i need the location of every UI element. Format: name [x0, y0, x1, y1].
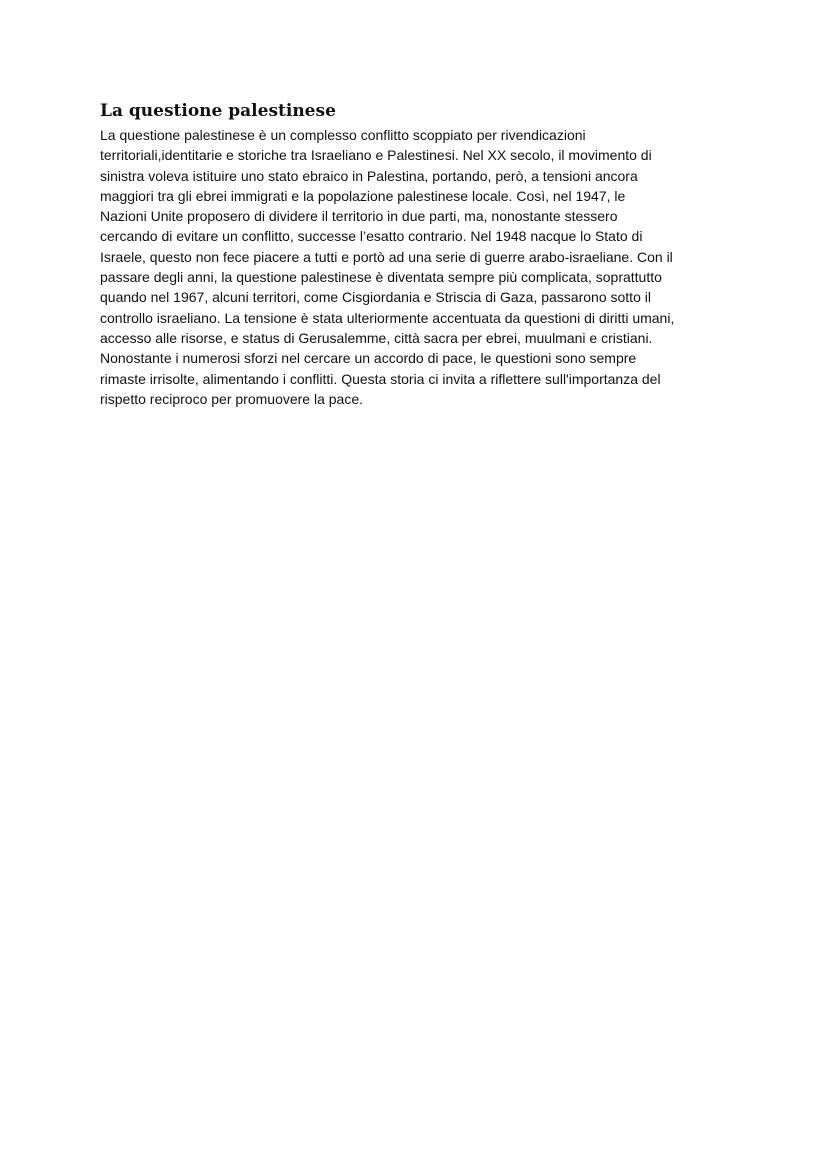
- body-line: rimaste irrisolte, alimentando i conflitti. Questa storia ci invita a riflettere sull'importanza del: [100, 370, 661, 387]
- body-line: maggiori tra gli ebrei immigrati e la popolazione palestinese locale. Così, nel 1947, le: [100, 187, 626, 204]
- body-line: accesso alle risorse, e status di Gerusalemme, città sacra per ebrei, muulmani e cristiani.: [100, 329, 653, 346]
- body-line: Israele, questo non fece piacere a tutti e portò ad una serie di guerre arabo-israeliane. Con il: [100, 248, 673, 265]
- body-line: passare degli anni, la questione palestinese è diventata sempre più complicata, soprattutto: [100, 269, 662, 286]
- body-line: quando nel 1967, alcuni territori, come Cisgiordania e Striscia di Gaza, passarono sotto il: [100, 289, 651, 306]
- document-title: La questione palestinese: [100, 101, 336, 121]
- body-line: territoriali,identitarie e storiche tra Israeliano e Palestinesi. Nel XX secolo, il movimento di: [100, 147, 652, 164]
- body-line: cercando di evitare un conflitto, successe l’esatto contrario. Nel 1948 nacque lo Stato di: [100, 228, 643, 245]
- body-line: La questione palestinese è un complesso conflitto scoppiato per rivendicazioni: [100, 127, 586, 143]
- body-line: Nazioni Unite proposero di dividere il territorio in due parti, ma, nonostante stessero: [100, 208, 618, 225]
- body-line: sinistra voleva istituire uno stato ebraico in Palestina, portando, però, a tensioni ancora: [100, 167, 638, 184]
- body-line: rispetto reciproco per promuovere la pace.: [100, 390, 364, 407]
- body-line: controllo israeliano. La tensione è stata ulteriormente accentuata da questioni di diritti umani,: [100, 309, 675, 326]
- body-line: Nonostante i numerosi sforzi nel cercare un accordo di pace, le questioni sono sempre: [100, 350, 637, 367]
- document-body: [100, 125, 740, 409]
